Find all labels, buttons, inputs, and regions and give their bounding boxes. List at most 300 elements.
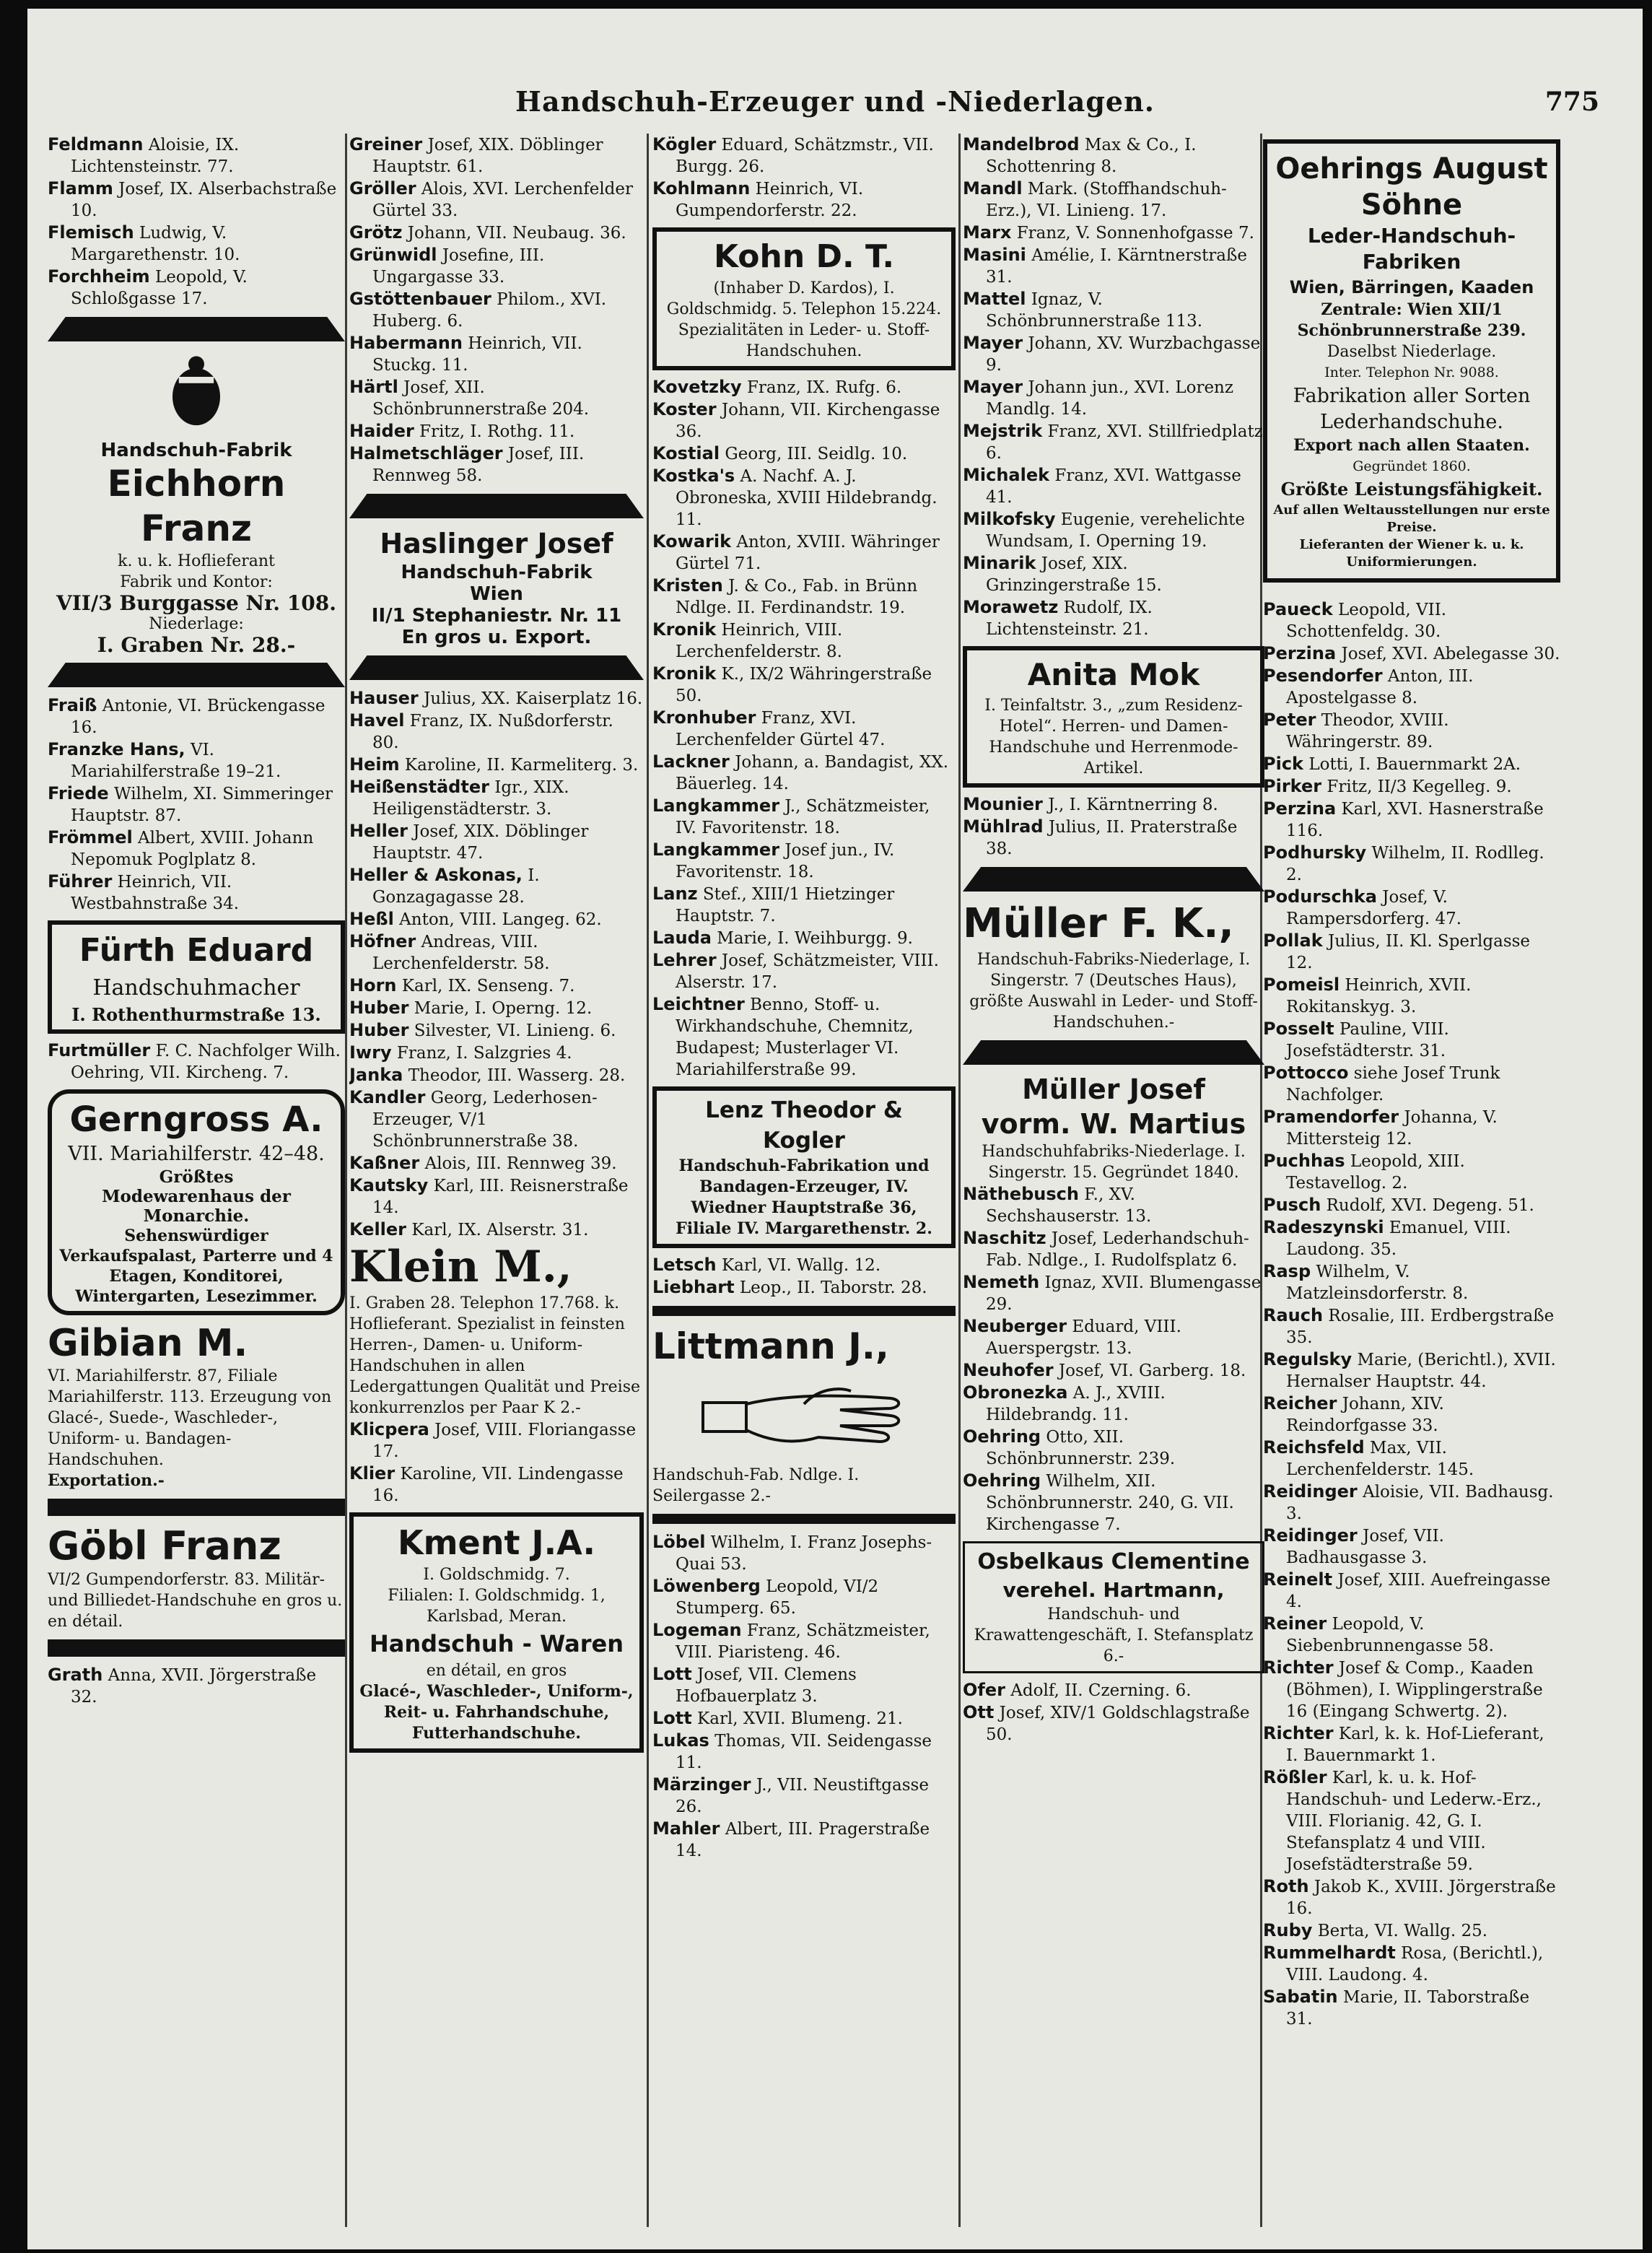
entry-address: Josef, VIII. Floriangasse 17. xyxy=(372,1421,637,1461)
ad-line: En gros u. Export. xyxy=(401,627,592,648)
entry-address: Josef, XVI. Abelegasse 30. xyxy=(1341,645,1560,663)
entry-address: Rosa, (Berichtl.), VIII. Laudong. 4. xyxy=(1286,1944,1544,1984)
entry-name: Mandl xyxy=(963,178,1023,199)
column-3 xyxy=(652,134,956,2227)
entry-name: Mayer xyxy=(963,377,1023,397)
entry-address: Anton, VIII. Langeg. 62. xyxy=(399,910,602,929)
directory-entry xyxy=(1263,1613,1560,1657)
directory-entry xyxy=(349,776,644,820)
entry-name: Lauda xyxy=(652,928,712,948)
entry-name: Halmetschläger xyxy=(349,443,503,463)
ad-gerngross xyxy=(48,1089,345,1315)
entry-list xyxy=(48,694,345,915)
directory-entry xyxy=(652,1707,956,1730)
entry-name: Lott xyxy=(652,1664,692,1684)
directory-entry xyxy=(48,827,345,871)
entry-address: Wilhelm, XII. Schönbrunnerstr. 240, G. VII. Kirchengasse 7. xyxy=(986,1472,1234,1534)
directory-entry xyxy=(652,993,956,1081)
entry-name: Rößler xyxy=(1263,1767,1327,1787)
entry-address: Igr., XIX. Heiligenstädterstr. 3. xyxy=(372,778,569,819)
entry-address: Wilhelm, I. Franz Josephs-Quai 53. xyxy=(676,1533,932,1574)
entry-name: Huber xyxy=(349,1020,409,1040)
entry-name: Masini xyxy=(963,245,1026,265)
ad-osbelkaus xyxy=(963,1541,1264,1673)
entry-name: Kronik xyxy=(652,619,717,640)
entry-list xyxy=(48,1664,345,1708)
column-4 xyxy=(963,134,1264,2227)
entry-name: Perzina xyxy=(1263,643,1337,663)
directory-entry xyxy=(652,465,956,531)
directory-entry xyxy=(963,552,1264,596)
ad-line: Filialen: I. Goldschmidg. 1, Karlsbad, Meran. xyxy=(388,1587,606,1626)
directory-entry xyxy=(349,244,644,288)
directory-entry xyxy=(652,707,956,751)
directory-entry xyxy=(963,178,1264,222)
ad-line: VII. Mariahilferstr. 42–48. xyxy=(68,1143,325,1165)
ad-gibian xyxy=(48,1321,345,1491)
directory-entry xyxy=(963,1382,1264,1426)
ad-line: Leder-Handschuh- xyxy=(1307,224,1516,248)
directory-entry xyxy=(349,332,644,376)
ad-text: I. Teinfaltstr. 3., „zum Residenz-Hotel“. Herren- und Damen-Handschuhe und Herrenmode-Artikel. xyxy=(984,697,1243,777)
ad-line: Gegründet 1860. xyxy=(1352,458,1471,474)
ad-line: Fabrikation aller Sorten xyxy=(1293,385,1531,407)
directory-entry xyxy=(1263,1062,1560,1106)
entry-name: Hauser xyxy=(349,688,419,708)
entry-address: Ignaz, V. Schönbrunnerstraße 113. xyxy=(986,290,1203,331)
directory-entry xyxy=(963,464,1264,508)
ad-rule xyxy=(349,494,644,518)
ad-line: Wien xyxy=(470,583,523,605)
entry-name: Märzinger xyxy=(652,1774,751,1795)
entry-address: Antonie, VI. Brückengasse 16. xyxy=(71,697,325,737)
ad-line: en détail, en gros xyxy=(426,1662,567,1680)
entry-address: Karl, XVI. Hasnerstraße 116. xyxy=(1286,800,1544,840)
entry-name: Lott xyxy=(652,1708,692,1728)
entry-address: Albert, XVIII. Johann Nepomuk Poglplatz 8. xyxy=(71,829,314,869)
directory-entry xyxy=(48,178,345,222)
directory-entry xyxy=(652,795,956,839)
ad-rule xyxy=(48,663,345,687)
entry-name: Frömmel xyxy=(48,827,133,847)
entry-name: Reiner xyxy=(1263,1613,1327,1634)
ad-line: I. Goldschmidg. 7. xyxy=(423,1566,570,1584)
directory-entry xyxy=(963,332,1264,376)
entry-name: Kohlmann xyxy=(652,178,751,199)
entry-name: Heller & Askonas, xyxy=(349,865,523,885)
directory-entry xyxy=(652,1619,956,1663)
directory-entry xyxy=(1263,974,1560,1018)
entry-list xyxy=(963,1679,1264,1746)
entry-list xyxy=(652,376,956,1081)
directory-entry xyxy=(963,288,1264,332)
directory-entry xyxy=(1263,1437,1560,1481)
directory-entry xyxy=(349,1175,644,1219)
entry-name: Langkammer xyxy=(652,840,780,860)
directory-entry xyxy=(1263,1722,1560,1766)
ad-title: Fürth Eduard xyxy=(79,932,314,969)
ad-line: Lederhandschuhe. xyxy=(1320,411,1503,433)
entry-name: Reidinger xyxy=(1263,1525,1358,1546)
directory-entry xyxy=(349,1463,644,1507)
entry-address: Johann, VII. Neubaug. 36. xyxy=(407,224,626,243)
directory-entry xyxy=(48,738,345,783)
directory-entry xyxy=(349,710,644,754)
entry-address: Karl, IX. Alserstr. 31. xyxy=(411,1221,589,1239)
ad-line: Auf allen Weltausstellungen nur erste Preise. xyxy=(1273,502,1550,535)
entry-address: Josef, III. Rennweg 58. xyxy=(372,445,585,485)
entry-name: Pusch xyxy=(1263,1195,1321,1215)
entry-name: Habermann xyxy=(349,333,463,353)
directory-entry xyxy=(1263,709,1560,753)
directory-entry xyxy=(1263,1304,1560,1348)
ad-line: Export nach allen Staaten. xyxy=(1293,436,1530,455)
entry-name: Mattel xyxy=(963,289,1026,309)
ad-title: Söhne xyxy=(1360,188,1463,222)
entry-name: Heim xyxy=(349,754,400,775)
directory-entry xyxy=(349,975,644,997)
entry-name: Lehrer xyxy=(652,950,717,970)
entry-address: Marie, I. Weihburgg. 9. xyxy=(717,929,913,948)
entry-address: Emanuel, VIII. Laudong. 35. xyxy=(1286,1219,1511,1259)
entry-name: Koster xyxy=(652,399,717,419)
entry-name: Minarik xyxy=(963,553,1036,573)
ad-text: I. Graben 28. Telephon 17.768. k. Hoflieferant. Spezialist in feinsten Herren-, Damen- u. Uniform-Handschuhen in allen Ledergattungen Qualität und Preise konkurrenzlos per Paar K 2.- xyxy=(349,1294,641,1417)
ad-line: Wien, Bärringen, Kaaden xyxy=(1289,277,1534,297)
directory-entry xyxy=(1263,1018,1560,1062)
entry-address: Josef, XIX. Döblinger Hauptstr. 47. xyxy=(372,822,589,863)
ad-title: Littmann J., xyxy=(652,1325,889,1367)
directory-entry xyxy=(963,508,1264,552)
entry-name: Ruby xyxy=(1263,1920,1313,1940)
entry-address: Leopold, V. Siebenbrunnengasse 58. xyxy=(1286,1615,1494,1655)
entry-address: Eduard, VIII. Auerspergstr. 13. xyxy=(986,1317,1181,1358)
entry-address: F., XV. Sechshauserstr. 13. xyxy=(986,1185,1152,1226)
entry-name: Heißenstädter xyxy=(349,777,489,797)
directory-entry xyxy=(652,949,956,993)
glove-icon xyxy=(696,1374,912,1460)
entry-address: Ludwig, V. Margarethenstr. 10. xyxy=(71,224,240,264)
directory-entry xyxy=(349,908,644,931)
entry-address: Max & Co., I. Schottenring 8. xyxy=(986,136,1197,176)
entry-address: Rosalie, III. Erdbergstraße 35. xyxy=(1286,1307,1555,1347)
directory-entry xyxy=(963,1426,1264,1470)
entry-address: Johann, XV. Wurzbachgasse 9. xyxy=(986,334,1261,375)
ad-line: Modewarenhaus der xyxy=(102,1187,291,1206)
directory-entry xyxy=(1263,1481,1560,1525)
entry-name: Ott xyxy=(963,1702,995,1722)
entry-name: Kaßner xyxy=(349,1153,420,1173)
entry-name: Pollak xyxy=(1263,931,1323,951)
column-5 xyxy=(1263,134,1560,2227)
entry-address: Anton, XVIII. Währinger Gürtel 71. xyxy=(676,533,940,573)
ad-line: Exportation.- xyxy=(48,1471,165,1490)
entry-name: Mühlrad xyxy=(963,816,1044,837)
entry-name: Obronezka xyxy=(963,1382,1068,1403)
ad-title: Kohn D. T. xyxy=(713,238,895,275)
entry-name: Nemeth xyxy=(963,1272,1040,1292)
entry-address: Karl, III. Reisnerstraße 14. xyxy=(372,1177,629,1217)
entry-name: Oehring xyxy=(963,1426,1041,1447)
entry-name: Kowarik xyxy=(652,531,732,552)
ad-fuerth xyxy=(48,920,345,1034)
entry-name: Rauch xyxy=(1263,1305,1324,1325)
entry-address: A. Nachf. A. J. Obroneska, XVIII Hildebrandg. 11. xyxy=(676,467,938,529)
entry-name: Klicpera xyxy=(349,1419,429,1439)
directory-entry xyxy=(963,1701,1264,1746)
directory-entry xyxy=(349,1152,644,1175)
entry-address: Josef, Lederhandschuh-Fab. Ndlge., I. Rudolfsplatz 6. xyxy=(986,1229,1249,1270)
entry-name: Roth xyxy=(1263,1876,1309,1896)
entry-list xyxy=(349,1419,644,1507)
entry-address: Silvester, VI. Linieng. 6. xyxy=(414,1021,616,1040)
directory-entry xyxy=(1263,1150,1560,1194)
directory-entry xyxy=(652,663,956,707)
ad-anita xyxy=(963,646,1264,788)
entry-address: Eduard, Schätzmstr., VII. Burgg. 26. xyxy=(676,136,934,176)
directory-entry xyxy=(349,1064,644,1086)
ad-text: Handschuh-Fabriks-Niederlage, I. Singerstr. 7 (Deutsches Haus), größte Auswahl in Leder- und Stoff-Handschuhen.- xyxy=(969,951,1258,1032)
entry-list xyxy=(963,1183,1264,1535)
entry-address: Johann jun., XVI. Lorenz Mandlg. 14. xyxy=(986,378,1233,419)
entry-address: Josef, VII. Badhausgasse 3. xyxy=(1286,1527,1444,1567)
ad-line: Sehenswürdiger Verkaufspalast, Parterre und 4 Etagen, Konditorei, Wintergarten, Lesezimmer. xyxy=(59,1226,333,1306)
directory-entry xyxy=(1263,1348,1560,1393)
directory-entry xyxy=(652,1663,956,1707)
directory-entry xyxy=(652,575,956,619)
directory-entry xyxy=(652,1254,956,1276)
entry-address: Wilhelm, XI. Simmeringer Hauptstr. 87. xyxy=(71,785,333,825)
entry-name: Perzina xyxy=(1263,798,1337,819)
entry-address: Josef, XII. Schönbrunnerstraße 204. xyxy=(372,378,590,419)
entry-address: Julius, XX. Kaiserplatz 16. xyxy=(424,689,643,708)
directory-entry xyxy=(349,1086,644,1152)
entry-name: Mahler xyxy=(652,1818,720,1839)
ad-line: I. Graben Nr. 28.- xyxy=(97,633,296,657)
entry-address: Julius, II. Kl. Sperlgasse 12. xyxy=(1286,932,1531,972)
entry-name: Sabatin xyxy=(1263,1987,1338,2007)
directory-entry xyxy=(652,1730,956,1774)
entry-name: Paueck xyxy=(1263,599,1333,619)
entry-address: Marie, II. Taborstraße 31. xyxy=(1286,1988,1530,2028)
entry-name: Kostka's xyxy=(652,466,735,486)
entry-name: Lackner xyxy=(652,751,730,772)
entry-address: siehe Josef Trunk Nachfolger. xyxy=(1286,1064,1500,1104)
entry-name: Führer xyxy=(48,871,113,892)
entry-name: Pomeisl xyxy=(1263,975,1340,995)
entry-list xyxy=(48,1040,345,1084)
directory-entry xyxy=(963,376,1264,420)
directory-entry xyxy=(349,687,644,710)
ad-text: Handschuh- und Krawattengeschäft, I. Stefansplatz 6.- xyxy=(974,1605,1254,1665)
directory-entry xyxy=(349,443,644,487)
directory-entry xyxy=(349,820,644,864)
ad-rule xyxy=(48,1639,345,1657)
ad-line: Monarchie. xyxy=(143,1206,250,1226)
entry-name: Kandler xyxy=(349,1087,426,1107)
ad-goebl xyxy=(48,1523,345,1632)
entry-name: Feldmann xyxy=(48,134,144,154)
entry-name: Kronhuber xyxy=(652,707,756,728)
entry-name: Greiner xyxy=(349,134,423,154)
entry-name: Marx xyxy=(963,222,1012,243)
ad-line: Inter. Telephon Nr. 9088. xyxy=(1324,365,1499,380)
directory-entry xyxy=(1263,642,1560,665)
entry-address: VI. Mariahilferstraße 19–21. xyxy=(71,741,281,781)
entry-name: Pick xyxy=(1263,754,1304,774)
directory-entry xyxy=(48,266,345,310)
entry-address: Josef, XIX. Döblinger Hauptstr. 61. xyxy=(372,136,603,176)
directory-entry xyxy=(1263,1919,1560,1942)
eagle-crest-icon xyxy=(157,353,236,432)
column-rule xyxy=(647,134,649,2227)
directory-entry xyxy=(652,1774,956,1818)
entry-name: Lanz xyxy=(652,884,698,904)
ad-title: Oehrings August xyxy=(1275,152,1548,186)
entry-address: Franz, XVI. Stillfriedplatz 6. xyxy=(986,422,1263,463)
entry-name: Reichsfeld xyxy=(1263,1437,1365,1457)
entry-name: Rummelhardt xyxy=(1263,1943,1396,1963)
entry-address: Josef, V. Rampersdorferg. 47. xyxy=(1286,888,1462,928)
entry-name: Höfner xyxy=(349,931,416,951)
directory-entry xyxy=(1263,1194,1560,1216)
directory-entry xyxy=(963,596,1264,640)
entry-name: Keller xyxy=(349,1219,407,1239)
entry-name: Mayer xyxy=(963,333,1023,353)
ad-title: verehel. Hartmann, xyxy=(1002,1578,1225,1602)
entry-name: Reicher xyxy=(1263,1393,1337,1413)
entry-address: Heinrich, VIII. Lerchenfelderstr. 8. xyxy=(676,621,843,661)
ad-rule xyxy=(652,1306,956,1316)
entry-address: Johann, XIV. Reindorfgasse 33. xyxy=(1286,1395,1444,1435)
directory-entry xyxy=(48,694,345,738)
directory-entry xyxy=(963,793,1264,816)
ad-line: Handschuh-Fabrik xyxy=(401,562,593,583)
entry-address: Anton, III. Apostelgasse 8. xyxy=(1286,667,1474,707)
entry-name: Letsch xyxy=(652,1255,717,1275)
ad-line: k. u. k. Hoflieferant xyxy=(118,552,275,570)
entry-address: Karl, XVII. Blumeng. 21. xyxy=(697,1709,903,1728)
entry-address: J., I. Kärntnerring 8. xyxy=(1048,796,1218,814)
entry-address: Leopold, VII. Schottenfeldg. 30. xyxy=(1286,601,1447,641)
directory-entry xyxy=(349,1419,644,1463)
directory-entry xyxy=(963,816,1264,860)
entry-name: Pirker xyxy=(1263,776,1322,796)
entry-name: Liebhart xyxy=(652,1277,735,1297)
directory-entry xyxy=(1263,842,1560,886)
column-1 xyxy=(48,134,345,2227)
ad-title: Anita Mok xyxy=(1027,657,1200,692)
entry-name: Reidinger xyxy=(1263,1481,1358,1502)
ad-text: VI/2 Gumpendorferstr. 83. Militär- und Billiedet-Handschuhe en gros u. en détail. xyxy=(48,1571,343,1631)
directory-entry xyxy=(1263,598,1560,642)
entry-address: Wilhelm, V. Matzleinsdorferstr. 8. xyxy=(1286,1263,1469,1303)
directory-entry xyxy=(963,1359,1264,1382)
entry-name: Iwry xyxy=(349,1042,392,1063)
entry-address: Theodor, III. Wasserg. 28. xyxy=(408,1066,626,1085)
entry-address: Anna, XVII. Jörgerstraße 32. xyxy=(71,1666,317,1707)
directory-entry xyxy=(48,783,345,827)
directory-entry xyxy=(652,1818,956,1862)
entry-name: Neuberger xyxy=(963,1316,1067,1336)
entry-name: Kristen xyxy=(652,575,723,596)
entry-address: Franz, XVI. Lerchenfelder Gürtel 47. xyxy=(676,709,886,749)
entry-name: Pramendorfer xyxy=(1263,1107,1399,1127)
directory-entry xyxy=(1263,886,1560,930)
directory-entry xyxy=(963,1470,1264,1535)
entry-address: Karl, VI. Wallg. 12. xyxy=(721,1256,881,1275)
column-2 xyxy=(349,134,644,2227)
entry-name: Löwenberg xyxy=(652,1576,761,1596)
entry-address: Fritz, I. Rothg. 11. xyxy=(419,422,575,441)
directory-entry xyxy=(349,134,644,178)
directory-entry xyxy=(48,871,345,915)
entry-name: Kostial xyxy=(652,443,720,463)
page-header xyxy=(27,85,1643,128)
directory-entry xyxy=(349,1042,644,1064)
directory-entry xyxy=(652,398,956,443)
directory-entry xyxy=(349,420,644,443)
entry-name: Klier xyxy=(349,1463,395,1483)
entry-address: Josef, VII. Clemens Hofbauerplatz 3. xyxy=(676,1665,857,1706)
entry-address: Marie, (Berichtl.), XVII. Hernalser Hauptstr. 44. xyxy=(1286,1351,1556,1391)
entry-address: Pauline, VIII. Josefstädterstr. 31. xyxy=(1286,1020,1449,1060)
ad-kment xyxy=(349,1512,644,1753)
entry-name: Furtmüller xyxy=(48,1040,151,1060)
entry-name: Grötz xyxy=(349,222,403,243)
directory-entry xyxy=(1263,1393,1560,1437)
entry-list xyxy=(349,687,644,1241)
ad-kohn xyxy=(652,227,956,370)
ad-rule xyxy=(963,867,1264,892)
directory-entry xyxy=(48,134,345,178)
entry-name: Mejstrik xyxy=(963,421,1043,441)
directory-entry xyxy=(1263,1875,1560,1919)
directory-entry xyxy=(652,178,956,222)
entry-address: I. Gonzagagasse 28. xyxy=(372,866,540,907)
ad-line: Lieferanten der Wiener k. u. k. Uniformierungen. xyxy=(1299,537,1524,570)
entry-address: A. J., XVIII. Hildebrandg. 11. xyxy=(986,1384,1166,1424)
directory-entry xyxy=(652,927,956,949)
entry-address: Jakob K., XVIII. Jörgerstraße 16. xyxy=(1286,1878,1556,1918)
ad-text: (Inhaber D. Kardos), I. Goldschmidg. 5. Telephon 15.224. Spezialitäten in Leder- u. Stoff-Handschuhen. xyxy=(666,279,942,360)
entry-name: Naschitz xyxy=(963,1228,1046,1248)
directory-entry xyxy=(349,1219,644,1241)
entry-name: Heller xyxy=(349,821,408,841)
entry-address: Josef, XIV/1 Goldschlagstraße 50. xyxy=(986,1704,1250,1744)
entry-address: Philom., XVI. Huberg. 6. xyxy=(372,290,607,331)
entry-name: Lukas xyxy=(652,1730,709,1751)
entry-name: Janka xyxy=(349,1065,403,1085)
directory-entry xyxy=(652,883,956,927)
directory-entry xyxy=(349,1019,644,1042)
entry-name: Radeszynski xyxy=(1263,1217,1384,1237)
directory-entry xyxy=(652,1276,956,1299)
entry-address: Heinrich, XVII. Rokitanskyg. 3. xyxy=(1286,976,1472,1016)
ad-haslinger xyxy=(349,526,644,648)
entry-name: Härtl xyxy=(349,377,398,397)
directory-entry xyxy=(652,134,956,178)
entry-list xyxy=(652,1531,956,1862)
ad-lenz xyxy=(652,1086,956,1248)
entry-name: Horn xyxy=(349,975,397,995)
entry-address: Alois, III. Rennweg 39. xyxy=(424,1154,617,1173)
directory-entry xyxy=(349,178,644,222)
ad-title: Göbl Franz xyxy=(48,1523,281,1569)
entry-name: Fraiß xyxy=(48,695,97,715)
entry-address: Ignaz, XVII. Blumengasse 29. xyxy=(986,1273,1262,1314)
directory-entry xyxy=(1263,1942,1560,1986)
